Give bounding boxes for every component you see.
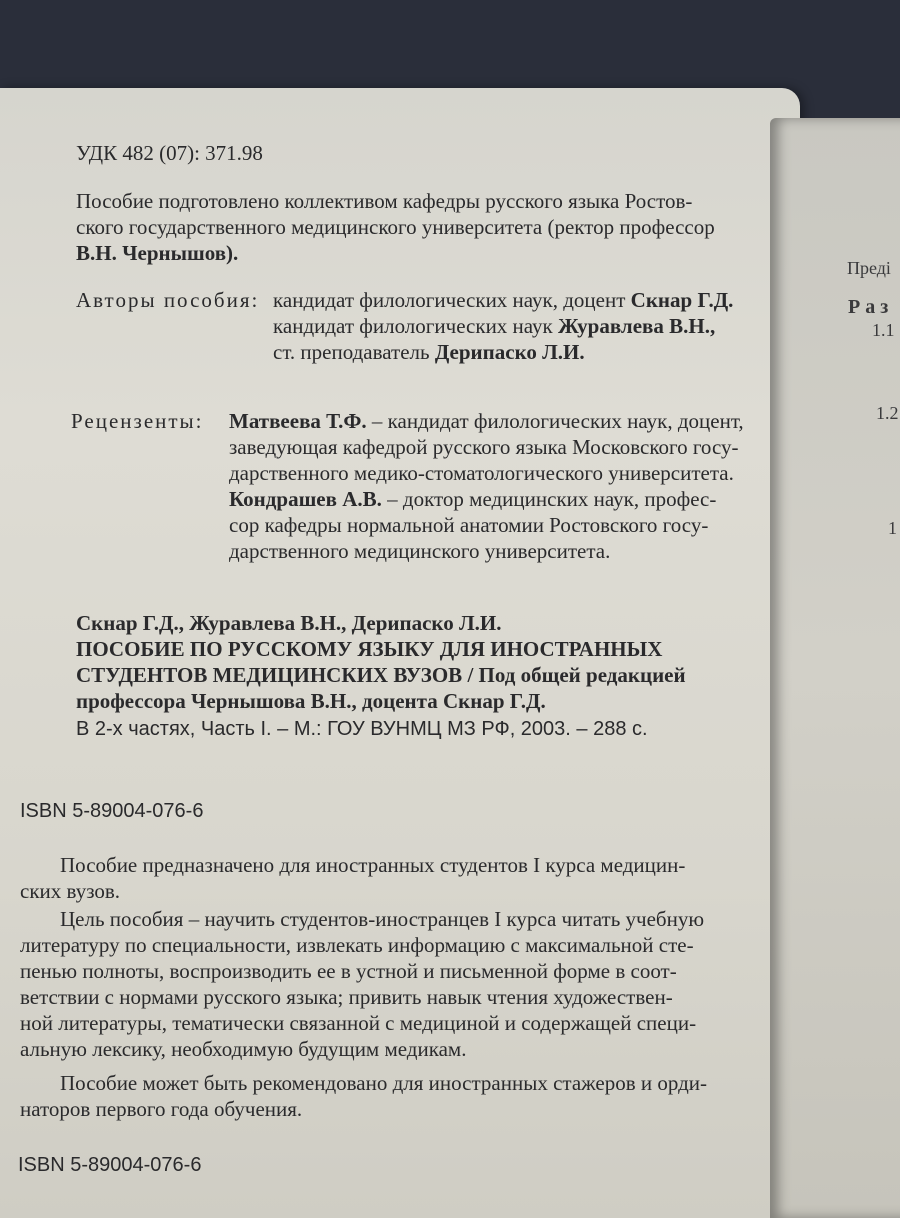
adjacent-text-d: 1.2 (876, 403, 899, 423)
citation-authors: Скнар Г.Д., Журавлева В.Н., Дерипаско Л.И. (76, 611, 502, 635)
reviewer-2-line-2: сор кафедры нормальной анатомии Ростовского госу- (229, 513, 709, 537)
isbn: ISBN 5-89004-076-6 (20, 800, 204, 822)
intro-line-3: В.Н. Чернышов). (76, 241, 239, 265)
desc-p2-line-2: литературу по специальности, извлекать информацию с максимальной сте- (20, 933, 694, 957)
reviewer-2-line-1: Кондрашев А.В. – доктор медицинских наук, профес- (229, 487, 717, 511)
desc-p3-line-2: наторов первого года обучения. (20, 1097, 303, 1121)
reviewers-label: Рецензенты: (71, 409, 204, 433)
desc-p3-line-1: Пособие может быть рекомендовано для иностранных стажеров и орди- (60, 1071, 707, 1095)
author-3: ст. преподаватель Дерипаско Л.И. (273, 340, 585, 364)
adjacent-page (770, 118, 900, 1218)
desc-p2-line-6: альную лексику, необходимую будущим медикам. (20, 1037, 467, 1061)
intro-line-2: ского государственного медицинского университета (ректор профессор (76, 215, 715, 239)
authors-label: Авторы пособия: (76, 288, 260, 312)
reviewer-1-line-3: дарственного медико-стоматологического университета. (229, 461, 734, 485)
isbn-bottom: ISBN 5-89004-076-6 (18, 1154, 202, 1176)
desc-p2-line-1: Цель пособия – научить студентов-иностранцев I курса читать учебную (60, 907, 705, 931)
desc-p1-line-1: Пособие предназначено для иностранных студентов I курса медицин- (60, 853, 686, 877)
reviewer-2-line-3: дарственного медицинского университета. (229, 539, 611, 563)
reviewer-1-line-2: заведующая кафедрой русского языка Московского госу- (229, 435, 739, 459)
citation-title-1: ПОСОБИЕ ПО РУССКОМУ ЯЗЫКУ ДЛЯ ИНОСТРАННЫХ (76, 637, 663, 661)
adjacent-text-b: Р а з (848, 296, 889, 318)
adjacent-text-e: 1 (888, 518, 897, 538)
adjacent-text-c: 1.1 (872, 320, 895, 340)
intro-line-1: Пособие подготовлено коллективом кафедры русского языка Ростов- (76, 189, 693, 213)
udk-code: УДК 482 (07): 371.98 (76, 141, 263, 165)
desc-p2-line-4: ветствии с нормами русского языка; привить навык чтения художествен- (20, 985, 673, 1009)
desc-p2-line-3: пенью полноты, воспроизводить ее в устной и письменной форме в соот- (20, 959, 677, 983)
citation-publication: В 2-х частях, Часть I. – М.: ГОУ ВУНМЦ МЗ РФ, 2003. – 288 с. (76, 718, 648, 740)
reviewer-1-line-1: Матвеева Т.Ф. – кандидат филологических наук, доцент, (229, 409, 744, 433)
desc-p1-line-2: ских вузов. (20, 879, 121, 903)
author-2: кандидат филологических наук Журавлева В.Н., (273, 314, 716, 338)
adjacent-text-a: Преді (847, 258, 891, 278)
desc-p2-line-5: ной литературы, тематически связанной с медициной и содержащей специ- (20, 1011, 697, 1035)
citation-title-2: СТУДЕНТОВ МЕДИЦИНСКИХ ВУЗОВ / Под общей редакцией (76, 663, 686, 687)
author-1: кандидат филологических наук, доцент Скнар Г.Д. (273, 288, 734, 312)
citation-title-3: профессора Чернышова В.Н., доцента Скнар Г.Д. (76, 689, 546, 713)
